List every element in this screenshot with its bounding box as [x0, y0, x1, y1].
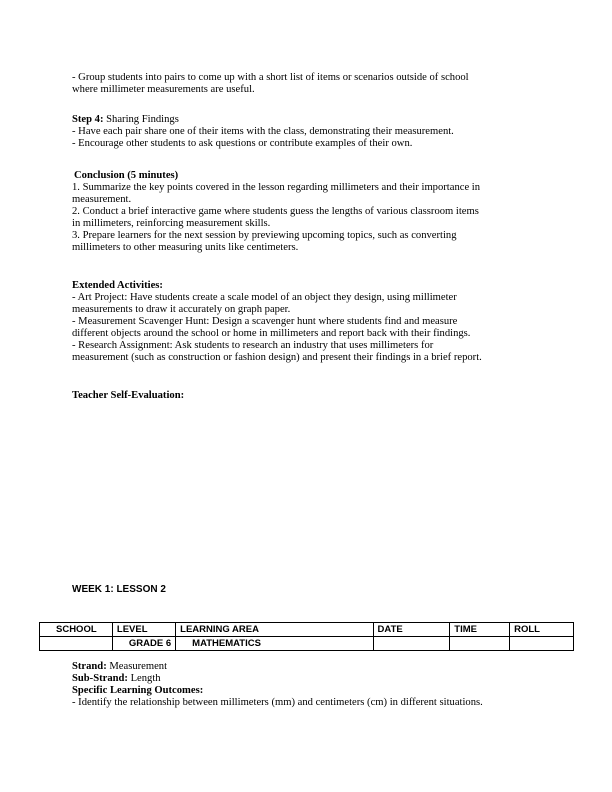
- table-cell: [450, 637, 510, 651]
- table-header-cell: ROLL: [510, 623, 574, 637]
- extended-line: - Research Assignment: Ask students to research an industry that uses millimeters for: [72, 340, 434, 351]
- intro-line: where millimeter measurements are useful.: [72, 84, 255, 95]
- step4-line: - Encourage other students to ask questions or contribute examples of their own.: [72, 138, 413, 149]
- self-evaluation-section: [72, 390, 547, 402]
- slo-heading: Specific Learning Outcomes:: [72, 685, 204, 696]
- extended-line: different objects around the school or home in millimeters and report back with their findings.: [72, 328, 471, 339]
- table-header-cell: DATE: [373, 623, 450, 637]
- conclusion-line: 1. Summarize the key points covered in the lesson regarding millimeters and their importance in: [72, 182, 481, 193]
- extended-line: measurements to draw it accurately on graph paper.: [72, 304, 291, 315]
- substrand-value: Length: [127, 673, 161, 684]
- table-header-cell: LEVEL: [112, 623, 175, 637]
- slo-line: - Identify the relationship between millimeters (mm) and centimeters (cm) in different situations.: [72, 697, 483, 708]
- conclusion-section: [72, 170, 547, 254]
- conclusion-line: in millimeters, reinforcing measurement skills.: [72, 218, 271, 229]
- lesson-info-table: [39, 622, 574, 651]
- table-header-cell: TIME: [450, 623, 510, 637]
- table-header-cell: LEARNING AREA: [176, 623, 373, 637]
- table-cell: [40, 637, 113, 651]
- substrand-line: [72, 673, 547, 685]
- table-cell: [373, 637, 450, 651]
- extended-line: - Art Project: Have students create a scale model of an object they design, using millimeter: [72, 292, 457, 303]
- conclusion-line: millimeters to other measuring units like centimeters.: [72, 242, 299, 253]
- table-cell: GRADE 6: [112, 637, 175, 651]
- step4-label: Step 4:: [72, 114, 104, 125]
- step4-line: - Have each pair share one of their items with the class, demonstrating their measurement.: [72, 126, 454, 137]
- table-header-cell: SCHOOL: [40, 623, 113, 637]
- conclusion-line: 2. Conduct a brief interactive game where students guess the lengths of various classroom items: [72, 206, 479, 217]
- intro-section: [72, 72, 547, 96]
- table-row: [40, 637, 574, 651]
- strand-value: Measurement: [106, 661, 168, 672]
- table-header-row: [40, 623, 574, 637]
- strand-line: [72, 661, 547, 673]
- table-cell: MATHEMATICS: [176, 637, 373, 651]
- step4-heading: [72, 114, 547, 126]
- step4-section: [72, 114, 547, 150]
- extended-line: - Measurement Scavenger Hunt: Design a scavenger hunt where students find and measure: [72, 316, 458, 327]
- strand-label: Strand:: [72, 661, 107, 672]
- conclusion-line: 3. Prepare learners for the next session by previewing upcoming topics, such as converting: [72, 230, 457, 241]
- week-lesson-title: WEEK 1: LESSON 2: [72, 584, 166, 595]
- step4-title: Sharing Findings: [103, 114, 179, 125]
- intro-line: - Group students into pairs to come up with a short list of items or scenarios outside of school: [72, 72, 469, 83]
- lesson-details-section: [72, 661, 547, 709]
- conclusion-heading: Conclusion (5 minutes): [74, 170, 179, 181]
- extended-heading: Extended Activities:: [72, 280, 163, 291]
- substrand-label: Sub-Strand:: [72, 673, 128, 684]
- extended-line: measurement (such as construction or fashion design) and present their findings in a brief report.: [72, 352, 482, 363]
- conclusion-line: measurement.: [72, 194, 132, 205]
- extended-activities-section: [72, 280, 547, 364]
- self-evaluation-heading: Teacher Self-Evaluation:: [72, 390, 185, 401]
- table-cell: [510, 637, 574, 651]
